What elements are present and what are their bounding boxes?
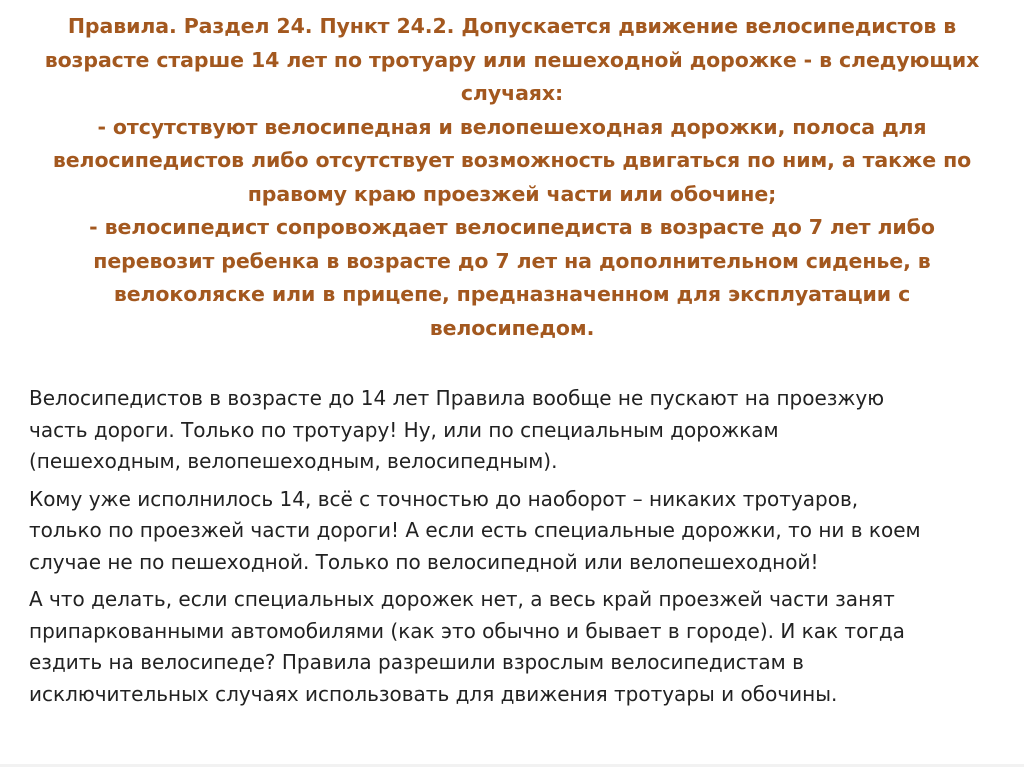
paragraph-line: ездить на велосипеде? Правила разрешили взрослым велосипедистам в [29,650,804,674]
paragraph-line: Велосипедистов в возрасте до 14 лет Правила вообще не пускают на проезжую [29,386,885,410]
paragraph-line: Кому уже исполнилось 14, всё с точностью до наоборот – никаких тротуаров, [29,486,859,511]
paragraph-line: А что делать, если специальных дорожек нет, а весь край проезжей части занят [29,587,895,611]
body-paragraph [29,584,999,710]
body-paragraph [29,484,999,579]
title-line: велосипедом. [429,315,595,340]
slide-body [29,383,999,716]
paragraph-line: случае не по пешеходной. Только по велосипедной или велопешеходной! [29,549,819,574]
paragraph-line: припаркованными автомобилями (как это обычно и бывает в городе). И как тогда [29,618,905,643]
paragraph-line: исключительных случаях использовать для движения тротуары и обочины. [29,681,838,706]
title-line: велоколяске или в прицепе, предназначенном для эксплуатации с [113,282,911,306]
slide-title [22,10,1002,345]
title-line: перевозит ребенка в возрасте до 7 лет на дополнительном сиденье, в [93,248,931,273]
title-line: - отсутствуют велосипедная и велопешеходная дорожки, полоса для [97,114,927,139]
title-line: возрасте старше 14 лет по тротуару или пешеходной дорожке - в следующих [44,47,980,72]
title-line: Правила. Раздел 24. Пункт 24.2. Допускается движение велосипедистов в [67,14,957,38]
title-line: велосипедистов либо отсутствует возможность двигаться по ним, а также по [52,148,972,172]
title-line: случаях: [460,81,564,105]
paragraph-line: (пешеходным, велопешеходным, велосипедным). [29,449,558,473]
title-line: - велосипедист сопровождает велосипедиста в возрасте до 7 лет либо [89,215,935,239]
body-paragraph [29,383,999,478]
title-line: правому краю проезжей части или обочине; [247,181,777,206]
paragraph-line: только по проезжей части дороги! А если есть специальные дорожки, то ни в коем [29,518,921,542]
paragraph-line: часть дороги. Только по тротуару! Ну, или по специальным дорожкам [29,417,779,442]
